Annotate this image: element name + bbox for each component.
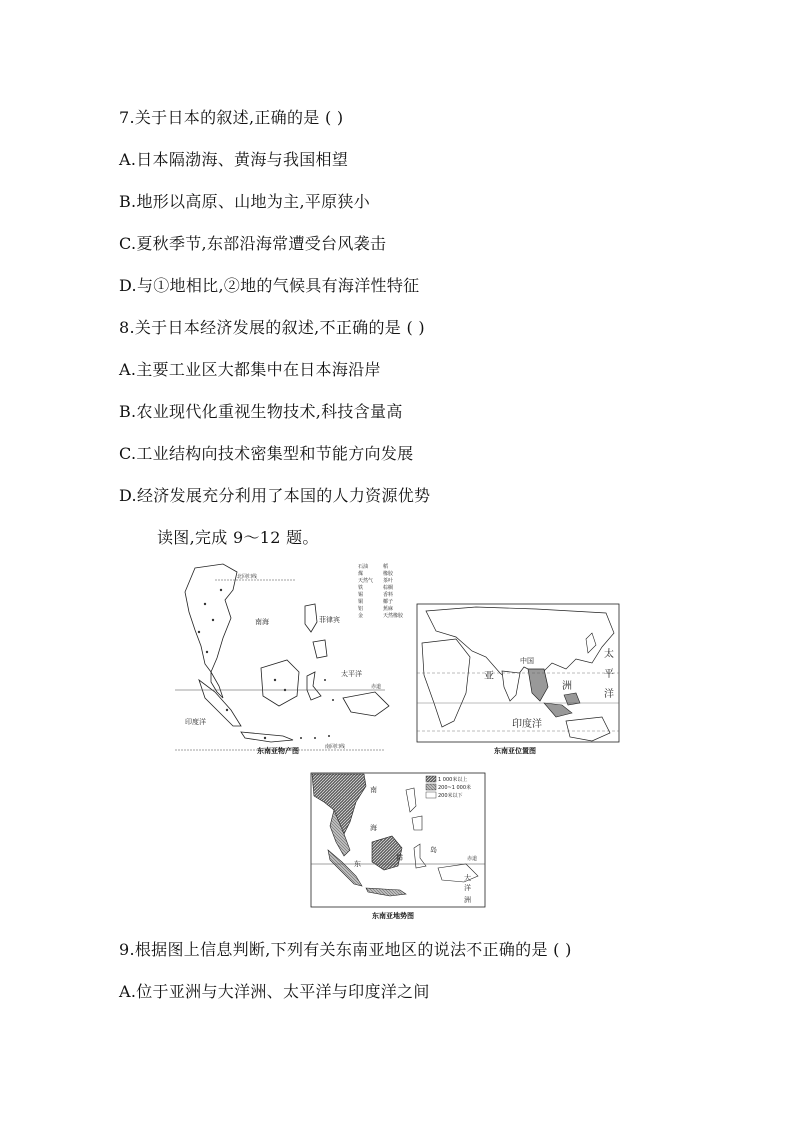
- question-9-stem: 9.根据图上信息判断,下列有关东南亚地区的说法不正确的是 ( ): [119, 940, 572, 959]
- question-7-option-a[interactable]: A.日本隔渤海、黄海与我国相望: [119, 150, 349, 169]
- location-map-caption: 东南亚位置图: [494, 747, 536, 755]
- terrain-equator-label: 赤道: [467, 856, 478, 862]
- asia-label-b: 洲: [562, 681, 572, 692]
- svg-text:蕉麻: 蕉麻: [383, 606, 394, 612]
- terrain-dao-label: 岛: [430, 846, 437, 854]
- question-8-option-b[interactable]: B.农业现代化重视生物技术,科技含量高: [119, 402, 403, 421]
- south-china-sea-label: 南海: [255, 618, 269, 626]
- question-7-stem: 7.关于日本的叙述,正确的是 ( ): [119, 108, 344, 127]
- svg-text:铜: 铜: [358, 599, 364, 605]
- asia-label-a: 亚: [484, 671, 494, 682]
- svg-text:天然橡胶: 天然橡胶: [383, 613, 404, 619]
- question-7-option-b[interactable]: B.地形以高原、山地为主,平原狭小: [119, 192, 371, 211]
- svg-text:茶叶: 茶叶: [383, 578, 394, 584]
- svg-text:椰子: 椰子: [383, 599, 394, 605]
- svg-text:200~1 000米: 200~1 000米: [438, 785, 472, 791]
- svg-text:稻: 稻: [383, 564, 389, 570]
- terrain-hai-label: 海: [370, 824, 377, 832]
- terrain-map-caption: 东南亚地势图: [372, 912, 414, 920]
- pacific-label-a: 太: [604, 649, 614, 660]
- terrain-nan-label: 南: [370, 786, 377, 794]
- terrain-zhou-label: 洲: [464, 896, 471, 904]
- svg-text:金: 金: [358, 613, 364, 619]
- southeast-asia-products-map: [175, 560, 410, 755]
- philippines-label: 菲律宾: [319, 616, 340, 624]
- question-8-option-a[interactable]: A.主要工业区大都集中在日本海沿岸: [119, 360, 381, 379]
- question-8-option-d[interactable]: D.经济发展充分利用了本国的人力资源优势: [119, 486, 431, 505]
- svg-text:橡胶: 橡胶: [383, 571, 394, 577]
- pacific-label-c: 洋: [604, 689, 614, 700]
- question-8-stem: 8.关于日本经济发展的叙述,不正确的是 ( ): [119, 318, 425, 337]
- question-7-option-c[interactable]: C.夏秋季节,东部沿海常遭受台风袭击: [119, 234, 387, 253]
- terrain-dong-label: 东: [354, 860, 361, 868]
- terrain-qun-label: 群: [396, 854, 403, 862]
- pacific-label: 太平洋: [341, 670, 362, 678]
- southeast-asia-terrain-map: [310, 772, 486, 920]
- southeast-asia-location-map: [416, 603, 620, 755]
- indian-ocean-label-2: 印度洋: [512, 719, 542, 730]
- indian-ocean-label: 印度洋: [185, 718, 206, 726]
- question-7-option-d[interactable]: D.与①地相比,②地的气候具有海洋性特征: [119, 276, 420, 295]
- svg-text:200米以下: 200米以下: [438, 793, 463, 799]
- terrain-da-label: 大: [464, 874, 471, 882]
- svg-text:棕榈: 棕榈: [383, 585, 394, 591]
- svg-text:铝: 铝: [358, 606, 364, 612]
- products-map-caption: 东南亚物产图: [257, 747, 299, 755]
- question-8-option-c[interactable]: C.工业结构向技术密集型和节能方向发展: [119, 444, 414, 463]
- svg-text:煤: 煤: [358, 571, 364, 577]
- svg-text:香料: 香料: [383, 592, 394, 598]
- svg-text:石油: 石油: [358, 564, 369, 570]
- tropic-label: 北回归线: [237, 574, 258, 580]
- terrain-yang-label: 洋: [464, 884, 471, 892]
- svg-text:铁: 铁: [358, 585, 364, 591]
- pacific-label-b: 平: [604, 669, 614, 680]
- svg-text:天然气: 天然气: [358, 578, 374, 584]
- question-9-option-a[interactable]: A.位于亚洲与大洋洲、太平洋与印度洋之间: [119, 982, 430, 1001]
- china-label: 中国: [520, 657, 534, 665]
- svg-text:1 000米以上: 1 000米以上: [438, 777, 468, 783]
- svg-text:锡: 锡: [358, 592, 364, 598]
- tropic-south-label: 南回归线: [325, 744, 346, 750]
- equator-label: 赤道: [371, 684, 382, 690]
- reading-instruction: 读图,完成 9～12 题。: [157, 528, 319, 547]
